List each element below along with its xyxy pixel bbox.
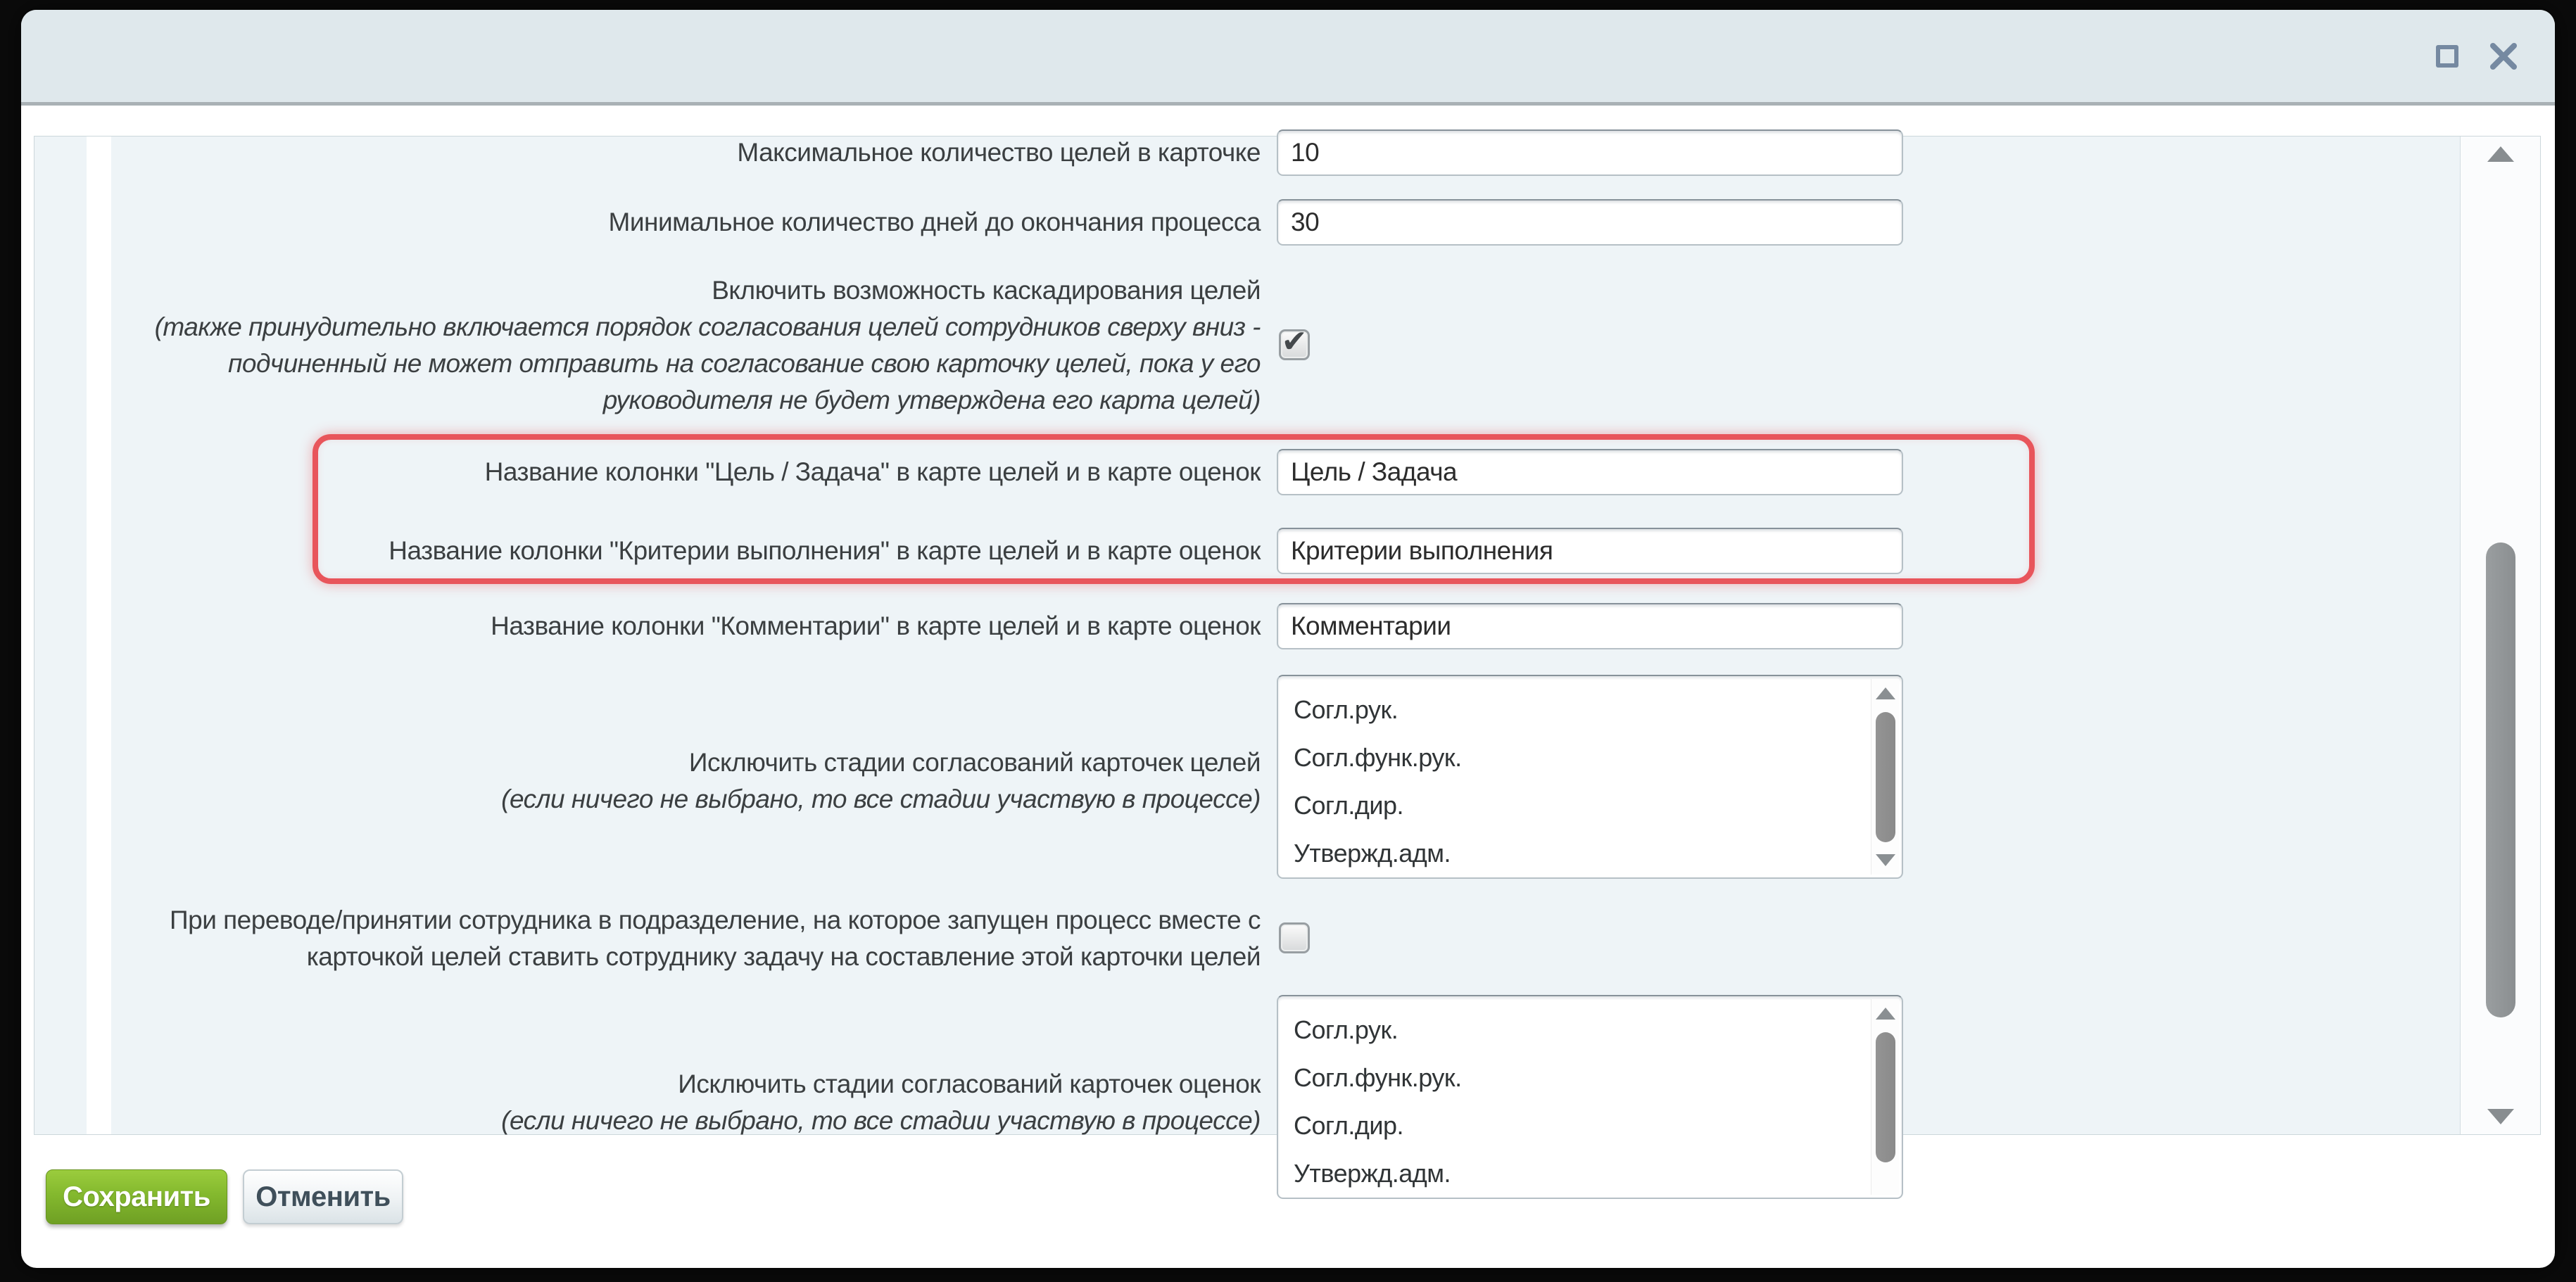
- list-item[interactable]: Согл.дир.: [1294, 791, 1404, 820]
- field-label: Название колонки "Цель / Задача" в карте целей и в карте оценок: [484, 457, 1261, 486]
- min-days-input[interactable]: [1277, 199, 1903, 246]
- listbox-scrollbar[interactable]: [1871, 999, 1899, 1195]
- comments-column-input[interactable]: [1277, 603, 1903, 649]
- field-label: При переводе/принятии сотрудника в подразделение, на которое запущен процесс вместе с карточкой целей ставить сотруднику задачу на составление этой карточки целей: [170, 906, 1261, 971]
- field-label: Исключить стадии согласований карточек целей: [688, 748, 1261, 777]
- field-label: Исключить стадии согласований карточек оценок: [678, 1070, 1261, 1098]
- list-item[interactable]: Согл.рук.: [1294, 695, 1399, 724]
- criteria-column-input[interactable]: [1277, 528, 1903, 574]
- form-row-min-days: [34, 199, 2540, 246]
- scrollbar-thumb[interactable]: [1876, 712, 1895, 842]
- score-stages-listbox[interactable]: [1277, 995, 1903, 1199]
- field-label: Название колонки "Критерии выполнения" в карте целей и в карте оценок: [389, 536, 1261, 565]
- field-note: (если ничего не выбрано, то все стадии участвую в процессе): [501, 1106, 1261, 1135]
- goal-stages-listbox[interactable]: [1277, 675, 1903, 879]
- goal-column-input[interactable]: [1277, 449, 1903, 495]
- maximize-button[interactable]: [2430, 39, 2464, 73]
- form-row-comments-column: [34, 603, 2540, 649]
- scrollbar-thumb[interactable]: [1876, 1032, 1895, 1162]
- checkmark-icon: ✔: [1281, 324, 1308, 359]
- field-note: (если ничего не выбрано, то все стадии участвую в процессе): [501, 785, 1261, 813]
- form-row-max-goals: [34, 129, 2540, 176]
- save-button[interactable]: Сохранить: [46, 1169, 227, 1224]
- list-item[interactable]: Утвержд.адм.: [1294, 1159, 1451, 1188]
- close-icon: [2488, 41, 2519, 72]
- listbox-scrollbar[interactable]: [1871, 679, 1899, 875]
- field-label: Включить возможность каскадирования целей: [712, 276, 1261, 305]
- list-item[interactable]: Утвержд.адм.: [1294, 839, 1451, 868]
- settings-form-panel: [34, 136, 2541, 1188]
- dialog-titlebar[interactable]: [21, 10, 2555, 106]
- list-item[interactable]: Согл.дир.: [1294, 1111, 1404, 1140]
- cancel-button[interactable]: Отменить: [243, 1169, 403, 1224]
- scroll-up-icon[interactable]: [1876, 1008, 1895, 1020]
- field-note: (также принудительно включается порядок согласования целей сотрудников сверху вниз - подчиненный не может отправить на согласование свою карточку целей, пока у его руководителя не будет утверждена его карта целей): [154, 312, 1261, 414]
- field-label: Минимальное количество дней до окончания процесса: [608, 208, 1261, 236]
- form-row-criteria-column: [34, 528, 2540, 574]
- transfer-task-checkbox[interactable]: [1279, 922, 1310, 953]
- field-label: Максимальное количество целей в карточке: [737, 138, 1261, 167]
- settings-dialog: [21, 10, 2555, 1268]
- list-item[interactable]: Согл.функ.рук.: [1294, 1063, 1462, 1092]
- scroll-up-icon[interactable]: [1876, 687, 1895, 699]
- form-scrollbar[interactable]: [2460, 137, 2540, 1134]
- max-goals-input[interactable]: [1277, 129, 1903, 176]
- scrollbar-thumb[interactable]: [2486, 542, 2515, 1017]
- maximize-icon: [2436, 45, 2458, 68]
- list-item[interactable]: Согл.рук.: [1294, 1015, 1399, 1044]
- list-item[interactable]: Согл.функ.рук.: [1294, 743, 1462, 772]
- scroll-down-icon[interactable]: [1876, 854, 1895, 866]
- scroll-down-icon[interactable]: [2487, 1109, 2514, 1124]
- close-button[interactable]: [2487, 39, 2520, 73]
- cascading-checkbox[interactable]: [1279, 324, 1310, 360]
- form-row-goal-column: [34, 449, 2540, 495]
- scroll-up-icon[interactable]: [2487, 146, 2514, 162]
- field-label: Название колонки "Комментарии" в карте целей и в карте оценок: [491, 611, 1261, 640]
